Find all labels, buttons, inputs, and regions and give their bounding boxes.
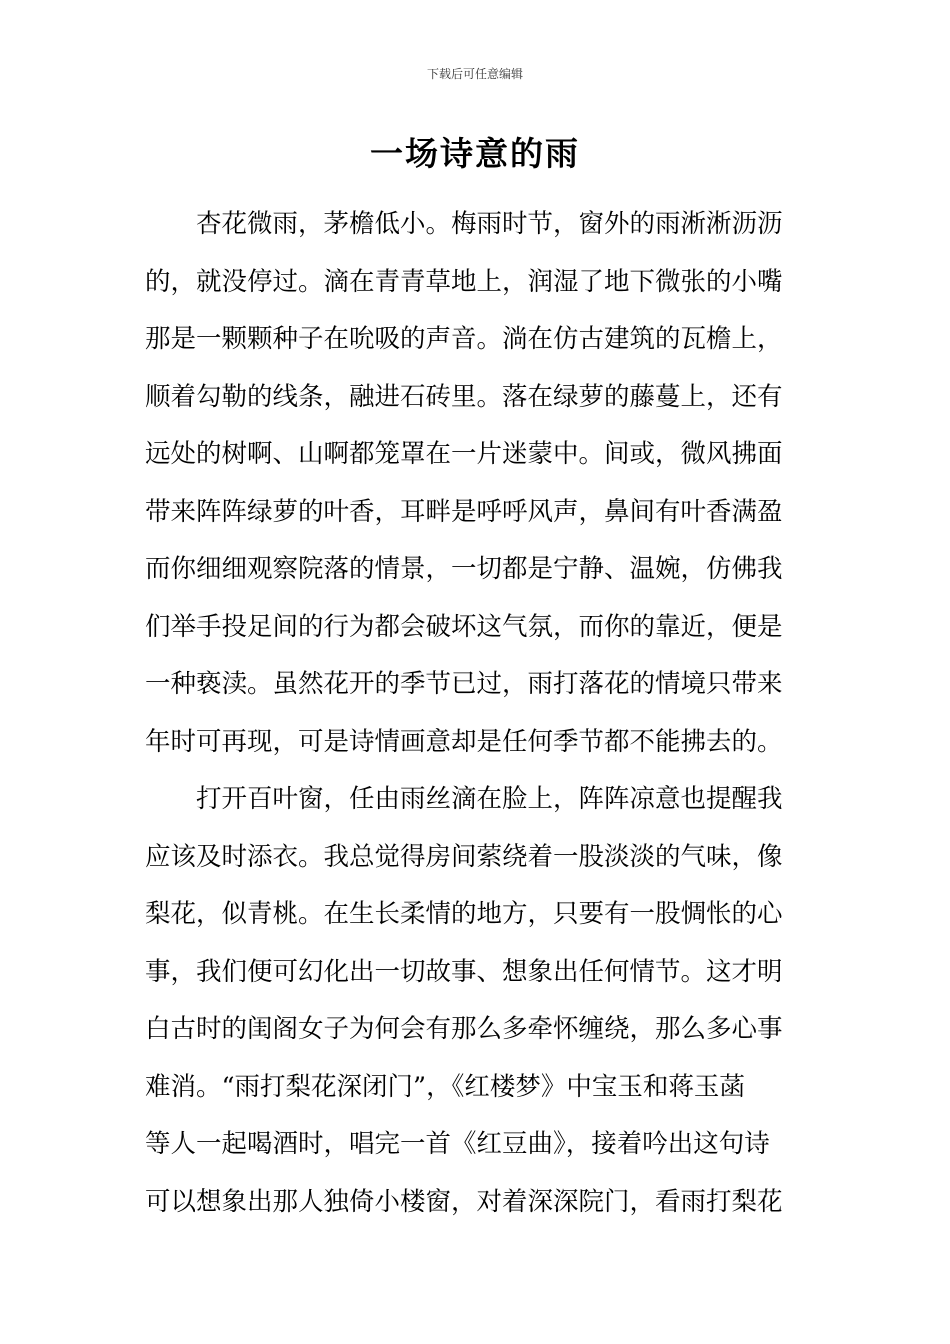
paragraph-line: 应该及时添衣。我总觉得房间萦绕着一股淡淡的气味，像 xyxy=(145,841,783,872)
paragraph-line: 那是一颗颗种子在吮吸的声音。淌在仿古建筑的瓦檐上， xyxy=(145,324,783,354)
paragraph-line: 梨花，似青桃。在生长柔情的地方，只要有一股惆怅的心 xyxy=(145,899,783,929)
paragraph-line: 打开百叶窗，任由雨丝滴在脸上，阵阵凉意也提醒我 xyxy=(196,784,783,814)
paragraph-2 xyxy=(145,771,807,1231)
paragraph-line: 远处的树啊、山啊都笼罩在一片迷蒙中。间或，微风拂面 xyxy=(145,439,783,469)
paragraph-line: 杏花微雨，茅檐低小。梅雨时节，窗外的雨淅淅沥沥 xyxy=(196,209,783,239)
paragraph-line: 一种亵渎。虽然花开的季节已过，雨打落花的情境只带来 xyxy=(145,669,783,699)
paragraph-line: 难消。“雨打梨花深闭门”，《红楼梦》中宝玉和蒋玉菡 xyxy=(145,1071,745,1102)
paragraph-line: 顺着勾勒的线条，融进石砖里。落在绿萝的藤蔓上，还有 xyxy=(145,381,783,412)
paragraph-line: 年时可再现，可是诗情画意却是任何季节都不能拂去的。 xyxy=(145,726,783,757)
paragraph-1 xyxy=(145,196,807,771)
page-header-note: 下载后可任意编辑 xyxy=(426,67,523,81)
document-title: 一场诗意的雨 xyxy=(370,134,580,173)
paragraph-line: 带来阵阵绿萝的叶香，耳畔是呼呼风声，鼻间有叶香满盈 xyxy=(145,496,783,527)
paragraph-line: 等人一起喝酒时，唱完一首《红豆曲》，接着吟出这句诗 xyxy=(145,1129,770,1159)
document-body xyxy=(145,196,807,1231)
paragraph-line: 们举手投足间的行为都会破坏这气氛，而你的靠近，便是 xyxy=(145,611,783,642)
paragraph-line: 可以想象出那人独倚小楼窗，对着深深院门，看雨打梨花 xyxy=(145,1186,783,1217)
paragraph-line: 的，就没停过。滴在青青草地上，润湿了地下微张的小嘴 xyxy=(145,266,783,297)
paragraph-line: 白古时的闺阁女子为何会有那么多牵怀缠绕，那么多心事 xyxy=(145,1014,783,1044)
paragraph-line: 而你细细观察院落的情景，一切都是宁静、温婉，仿佛我 xyxy=(145,554,783,584)
paragraph-line: 事，我们便可幻化出一切故事、想象出任何情节。这才明 xyxy=(145,956,783,987)
